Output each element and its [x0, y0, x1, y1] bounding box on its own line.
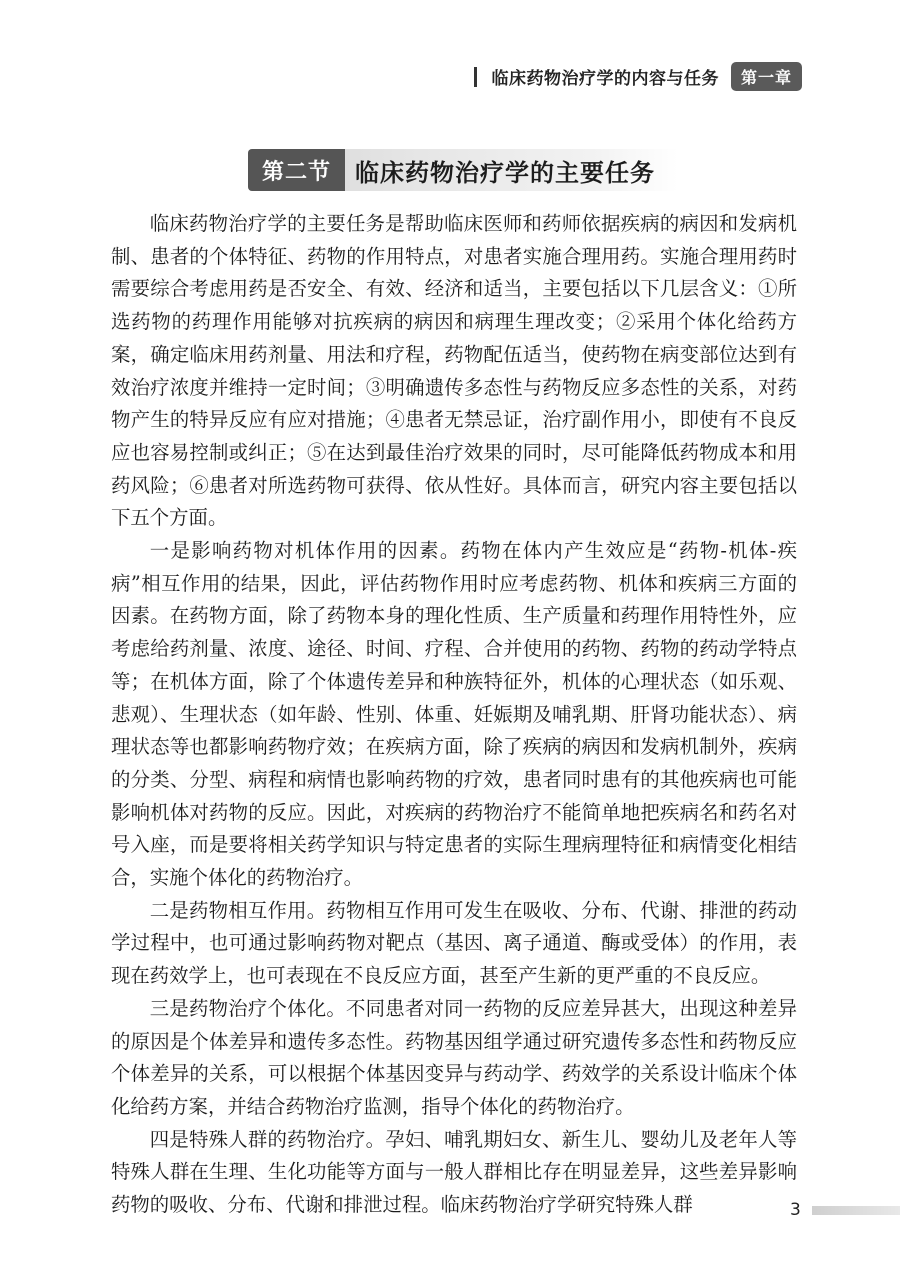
section-banner [248, 149, 678, 191]
section-title: 临床药物治疗学的主要任务 [355, 158, 656, 187]
running-header [474, 62, 802, 91]
footer-decoration-bar [812, 1206, 900, 1215]
paragraph-intro: 临床药物治疗学的主要任务是帮助临床医师和药师依据疾病的病因和发病机制、患者的个体特征、药物的作用特点，对患者实施合理用药。实施合理用药时需要综合考虑用药是否安全、有效、经济和适当，主要包括以下几层含义：①所选药物的药理作用能够对抗疾病的病因和病理生理改变；②采用个体化给药方案，确定临床用药剂量、用法和疗程，药物配伍适当，使药物在病变部位达到有效治疗浓度并维持一定时间；③明确遗传多态性与药物反应多态性的关系，对药物产生的特异反应有应对措施；④患者无禁忌证，治疗副作用小，即使有不良反应也容易控制或纠正；⑤在达到最佳治疗效果的同时，尽可能降低药物成本和用药风险；⑥患者对所选药物可获得、依从性好。具体而言，研究内容主要包括以下五个方面。 [111, 212, 797, 530]
section-number-label: 第二节 [248, 149, 345, 191]
running-header-title: 临床药物治疗学的内容与任务 [491, 69, 719, 89]
header-divider [474, 67, 477, 87]
paragraph-individualization: 三是药物治疗个体化。不同患者对同一药物的反应差异甚大，出现这种差异的原因是个体差异和遗传多态性。药物基因组学通过研究遗传多态性和药物反应个体差异的关系，可以根据个体基因变异与药动学、药效学的关系设计临床个体化给药方案，并结合药物治疗监测，指导个体化的药物治疗。 [111, 996, 797, 1118]
paragraph-factors: 一是影响药物对机体作用的因素。药物在体内产生效应是“药物-机体-疾病”相互作用的结果，因此，评估药物作用时应考虑药物、机体和疾病三方面的因素。在药物方面，除了药物本身的理化性质、生产质量和药理作用特性外，应考虑给药剂量、浓度、途径、时间、疗程、合并使用的药物、药物的药动学特点等；在机体方面，除了个体遗传差异和种族特征外，机体的心理状态（如乐观、悲观）、生理状态（如年龄、性别、体重、妊娠期及哺乳期、肝肾功能状态）、病理状态等也都影响药物疗效；在疾病方面，除了疾病的病因和发病机制外，疾病的分类、分型、病程和病情也影响药物的疗效，患者同时患有的其他疾病也可能影响机体对药物的反应。因此，对疾病的药物治疗不能简单地把疾病名和药名对号入座，而是要将相关药学知识与特定患者的实际生理病理特征和病情变化相结合，实施个体化的药物治疗。 [111, 539, 797, 890]
chapter-badge: 第一章 [731, 62, 802, 91]
paragraph-special-populations: 四是特殊人群的药物治疗。孕妇、哺乳期妇女、新生儿、婴幼儿及老年人等特殊人群在生理、生化功能等方面与一般人群相比存在明显差异，这些差异影响药物的吸收、分布、代谢和排泄过程。临床药物治疗学研究特殊人群 [111, 1127, 797, 1217]
paragraph-interactions: 二是药物相互作用。药物相互作用可发生在吸收、分布、代谢、排泄的药动学过程中，也可通过影响药物对靶点（基因、离子通道、酶或受体）的作用，表现在药效学上，也可表现在不良反应方面，甚至产生新的更严重的不良反应。 [111, 898, 797, 988]
page-number: 3 [790, 1200, 801, 1220]
body-text [111, 208, 797, 1222]
